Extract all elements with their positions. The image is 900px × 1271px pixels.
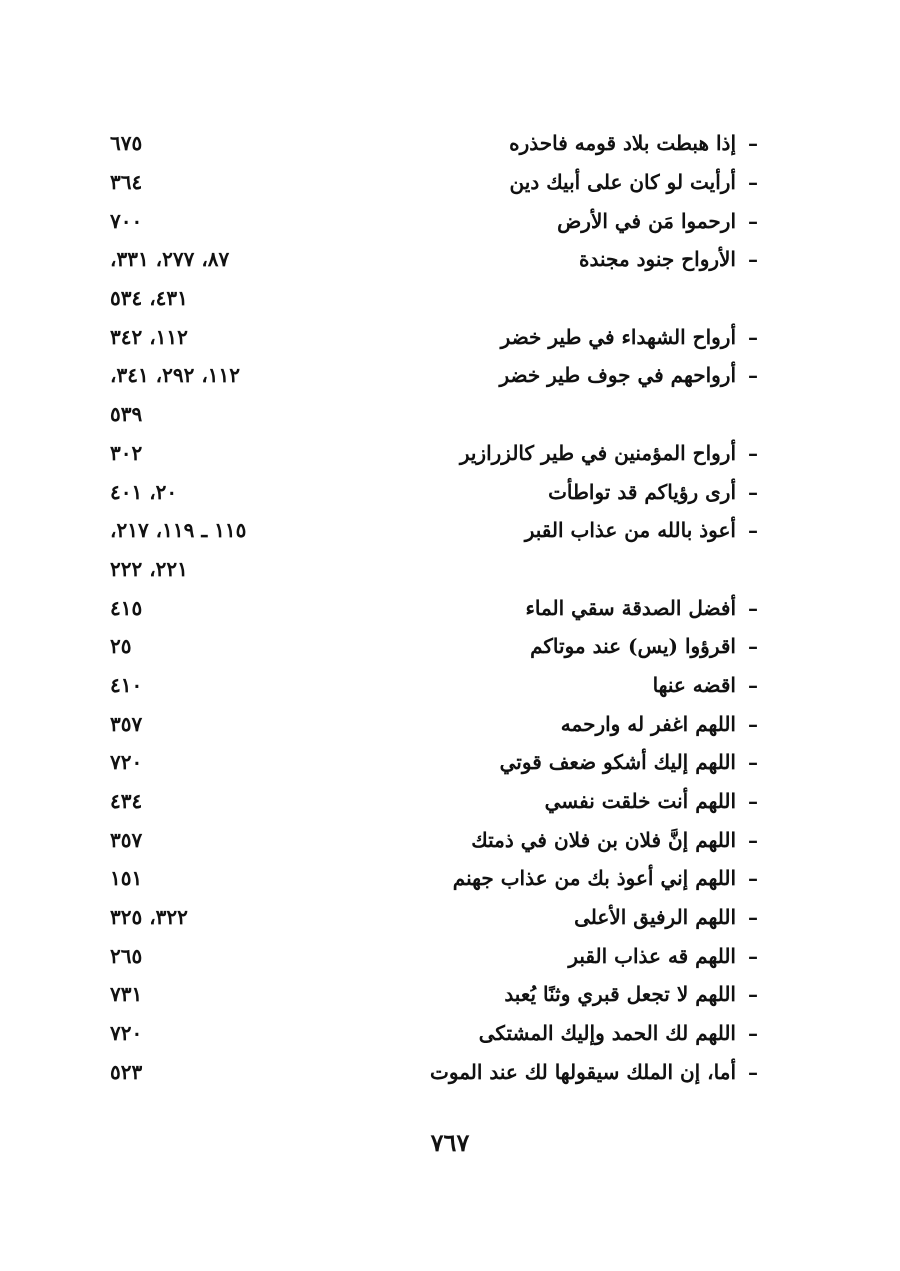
index-entry [110,163,770,202]
entry-dash: – [748,170,758,195]
index-entry [110,124,770,163]
entry-dash: – [748,789,758,814]
index-entry [110,1014,770,1053]
entry-dash: – [748,479,758,504]
entry-pages: ٣٠٢ [110,440,143,465]
entry-dash: – [748,1021,758,1046]
entry-dash: – [748,518,758,543]
entry-text: أما، إن الملك سيقولها لك عند الموت [430,1059,736,1084]
index-entry [110,859,770,898]
entry-pages: ٨٧، ٢٧٧، ٣٣١، [110,247,230,272]
index-entry [110,743,770,782]
entry-dash: – [748,247,758,272]
hadith-index-list [110,124,770,1091]
entry-dash: – [748,1059,758,1084]
entry-pages: ١١٢، ٣٤٢ [110,324,188,349]
entry-pages: ٤١٥ [110,595,143,620]
entry-text: اللهم الرفيق الأعلى [574,905,736,930]
entry-pages: ١١٥ ـ ١١٩، ٢١٧، [110,518,247,543]
entry-pages: ١٥١ [110,866,143,891]
entry-pages: ٧٣١ [110,982,143,1007]
entry-pages: ٦٧٥ [110,131,143,156]
entry-dash: – [748,595,758,620]
entry-text: أرواح الشهداء في طير خضر [500,324,736,349]
entry-pages: ٣٢٢، ٣٢٥ [110,905,188,930]
entry-text: اللهم إنَّ فلان بن فلان في ذمتك [471,827,736,852]
entry-pages: ٢٥ [110,634,132,659]
entry-pages: ٤١٠ [110,672,143,697]
index-entry [110,975,770,1014]
entry-text: أرى رؤياكم قد تواطأت [548,479,736,504]
entry-pages: ٤٣٤ [110,789,143,814]
entry-dash: – [748,672,758,697]
entry-text: اللهم قه عذاب القبر [568,943,736,968]
index-entry [110,820,770,859]
entry-dash: – [748,866,758,891]
entry-dash: – [748,827,758,852]
entry-pages: ٣٦٤ [110,170,143,195]
index-entry [110,627,770,666]
index-entry [110,666,770,705]
index-entry [110,511,770,550]
entry-pages: ٣٥٧ [110,827,143,852]
entry-text: اللهم اغفر له وارحمه [560,711,736,736]
entry-pages: ٢٢١، ٢٢٢ [110,556,188,581]
entry-pages: ١١٢، ٢٩٢، ٣٤١، [110,363,241,388]
index-entry [110,434,770,473]
entry-pages: ٧٢٠ [110,750,143,775]
index-entry [110,240,770,279]
index-entry [110,356,770,395]
entry-text: ارحموا مَن في الأرض [557,208,736,233]
index-entry [110,704,770,743]
entry-text: أفضل الصدقة سقي الماء [525,595,736,620]
index-entry [110,936,770,975]
entry-dash: – [748,131,758,156]
index-entry [110,317,770,356]
entry-dash: – [748,750,758,775]
entry-pages: ٧٠٠ [110,208,143,233]
entry-text: اللهم إليك أشكو ضعف قوتي [499,750,736,775]
page-number: ٧٦٧ [430,1128,470,1157]
entry-pages: ٣٥٧ [110,711,143,736]
entry-dash: – [748,711,758,736]
entry-dash: – [748,208,758,233]
entry-text: أرأيت لو كان على أبيك دين [509,170,736,195]
entry-text: أرواح المؤمنين في طير كالزرازير [459,440,736,465]
entry-dash: – [748,905,758,930]
entry-pages: ٥٢٣ [110,1059,143,1084]
entry-dash: – [748,324,758,349]
index-entry-continuation [110,550,770,589]
index-entry [110,588,770,627]
entry-text: اقضه عنها [652,672,736,697]
entry-pages: ٤٣١، ٥٣٤ [110,286,188,311]
index-entry [110,1053,770,1092]
entry-text: اللهم لك الحمد وإليك المشتكى [478,1021,736,1046]
entry-text: أرواحهم في جوف طير خضر [499,363,736,388]
entry-dash: – [748,363,758,388]
index-entry-continuation [110,395,770,434]
index-entry [110,898,770,937]
entry-text: اللهم إني أعوذ بك من عذاب جهنم [452,866,736,891]
entry-text: الأرواح جنود مجندة [579,247,736,272]
entry-dash: – [748,982,758,1007]
entry-text: إذا هبطت بلاد قومه فاحذره [509,131,736,156]
entry-pages: ٢٠، ٤٠١ [110,479,178,504]
entry-pages: ٧٢٠ [110,1021,143,1046]
entry-pages: ٥٣٩ [110,402,143,427]
index-entry-continuation [110,279,770,318]
entry-dash: – [748,943,758,968]
entry-dash: – [748,440,758,465]
entry-text: اللهم أنت خلقت نفسي [544,789,736,814]
entry-pages: ٢٦٥ [110,943,143,968]
entry-text: اقرؤوا (يس) عند موتاكم [530,634,736,659]
entry-dash: – [748,634,758,659]
index-entry [110,782,770,821]
entry-text: اللهم لا تجعل قبري وثنًا يُعبد [504,982,736,1007]
index-entry [110,201,770,240]
index-entry [110,472,770,511]
entry-text: أعوذ بالله من عذاب القبر [524,518,736,543]
